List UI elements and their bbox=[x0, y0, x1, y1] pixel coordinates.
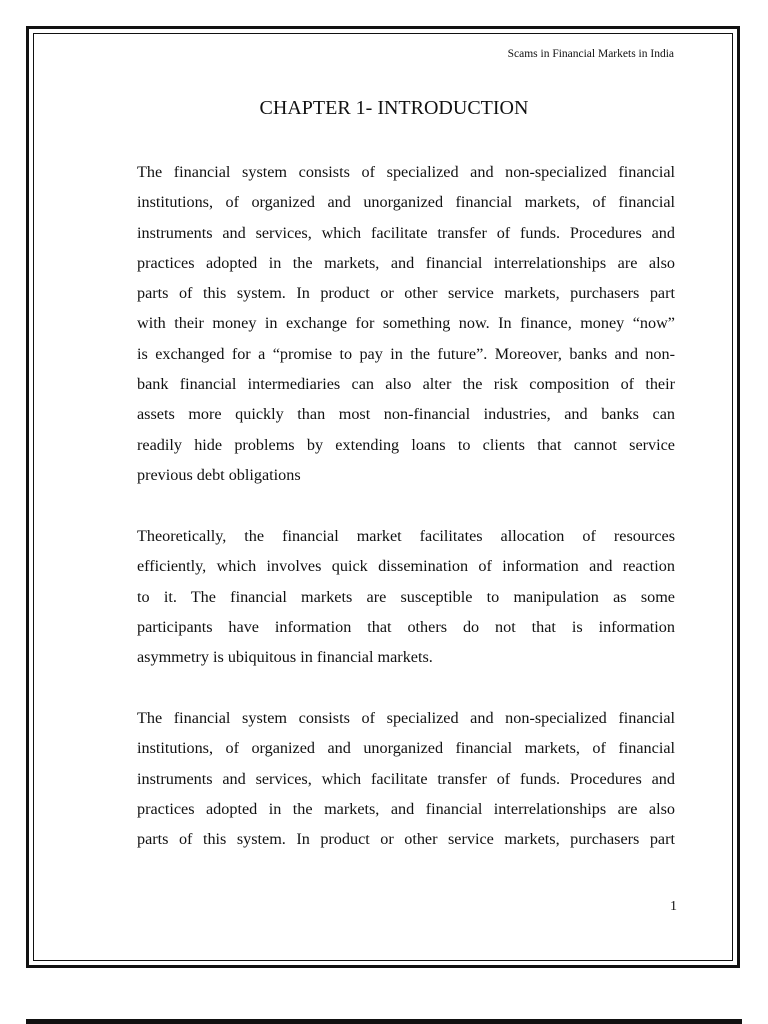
paragraph-3 bbox=[137, 703, 675, 854]
paragraph-line: practices adopted in the markets, and financial interrelationships are also bbox=[137, 253, 675, 272]
paragraph-line: instruments and services, which facilitate transfer of funds. Procedures and bbox=[137, 769, 675, 788]
next-page-top-border bbox=[26, 1019, 742, 1024]
paragraph-line: instruments and services, which facilitate transfer of funds. Procedures and bbox=[137, 223, 675, 242]
paragraph-line: The financial system consists of specialized and non-specialized financial bbox=[137, 163, 675, 181]
paragraph-1 bbox=[137, 157, 675, 490]
paragraph-line: to it. The financial markets are susceptible to manipulation as some bbox=[137, 587, 675, 606]
paragraph-line: Theoretically, the financial market facilitates allocation of resources bbox=[137, 527, 675, 545]
running-header: Scams in Financial Markets in India bbox=[507, 48, 674, 60]
paragraph-line: institutions, of organized and unorganized financial markets, of financial bbox=[137, 739, 675, 758]
paragraph-line: practices adopted in the markets, and financial interrelationships are also bbox=[137, 799, 675, 818]
paragraph-line: readily hide problems by extending loans to clients that cannot service bbox=[137, 435, 675, 454]
paragraph-line: previous debt obligations bbox=[137, 465, 301, 484]
paragraph-line: is exchanged for a “promise to pay in the future”. Moreover, banks and non- bbox=[137, 344, 675, 363]
paragraph-line: bank financial intermediaries can also alter the risk composition of their bbox=[137, 375, 675, 394]
paragraph-line: participants have information that others do not that is information bbox=[137, 617, 675, 636]
paragraph-line: parts of this system. In product or other service markets, purchasers part bbox=[137, 284, 675, 303]
paragraph-2 bbox=[137, 521, 675, 672]
paragraph-line: parts of this system. In product or other service markets, purchasers part bbox=[137, 830, 675, 849]
paragraph-line: The financial system consists of specialized and non-specialized financial bbox=[137, 709, 675, 727]
paragraph-line: asymmetry is ubiquitous in financial markets. bbox=[137, 648, 433, 667]
page-number: 1 bbox=[670, 899, 677, 914]
paragraph-line: with their money in exchange for something now. In finance, money “now” bbox=[137, 314, 675, 333]
paragraph-line: institutions, of organized and unorganized financial markets, of financial bbox=[137, 193, 675, 212]
paragraph-line: assets more quickly than most non-financial industries, and banks can bbox=[137, 405, 675, 424]
paragraph-line: efficiently, which involves quick dissemination of information and reaction bbox=[137, 557, 675, 576]
chapter-title: CHAPTER 1- INTRODUCTION bbox=[259, 97, 529, 119]
